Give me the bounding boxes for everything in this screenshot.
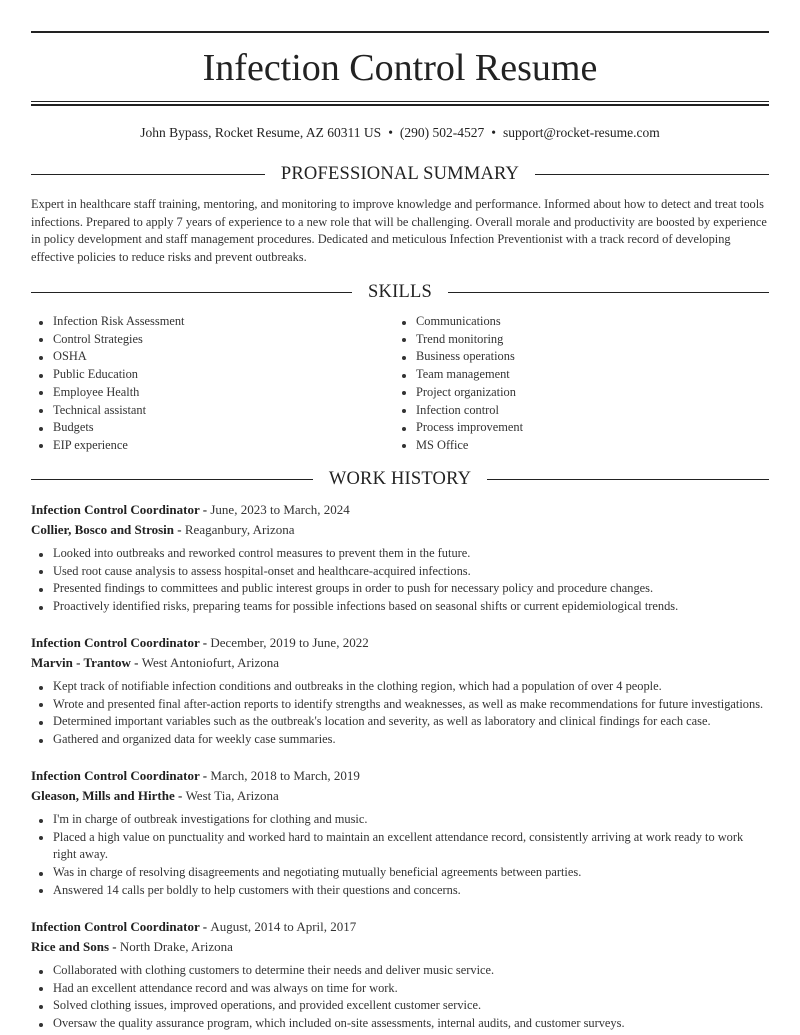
heading-rule-right	[487, 479, 769, 480]
job-company: Collier, Bosco and Strosin	[31, 521, 175, 537]
job-bullets	[31, 678, 769, 749]
job-bullet: Gathered and organized data for weekly case summaries.	[31, 731, 769, 749]
skills-column-right	[394, 313, 757, 455]
bullet-separator: •	[491, 125, 497, 140]
job-bullet: Looked into outbreaks and reworked control measures to prevent them in the future.	[31, 545, 769, 563]
skill-item: Team management	[394, 366, 757, 384]
job-entry	[31, 766, 769, 900]
skill-item: Public Education	[31, 366, 394, 384]
job-bullet: Had an excellent attendance record and was always on time for work.	[31, 980, 769, 998]
job-entry	[31, 500, 769, 616]
job-company-line	[31, 653, 769, 673]
heading-rule-right	[448, 292, 769, 293]
skill-item: MS Office	[394, 437, 757, 455]
job-bullet: Wrote and presented final after-action reports to identify strengths and weaknesses, as well as make recommendations for future investigations.	[31, 696, 769, 714]
job-company: Rice and Sons	[31, 938, 110, 954]
job-role-line	[31, 917, 769, 937]
heading-rule-right	[535, 174, 769, 175]
section-heading-work-history	[31, 467, 769, 491]
job-dates: December, 2019 to June, 2022	[210, 635, 369, 650]
job-bullet: Placed a high value on punctuality and worked hard to maintain an excellent attendance record, consistently arriving at work ready to work right away.	[31, 829, 769, 864]
job-title: Infection Control Coordinator	[31, 635, 200, 650]
skills-column-left	[31, 313, 394, 455]
job-dates: June, 2023 to March, 2024	[210, 502, 350, 517]
skill-item: Employee Health	[31, 384, 394, 402]
contact-address: John Bypass, Rocket Resume, AZ 60311 US	[140, 125, 382, 140]
contact-phone: (290) 502-4527	[399, 125, 485, 140]
header-rule-thin	[31, 101, 769, 102]
job-role-line	[31, 500, 769, 520]
heading-rule-left	[31, 174, 265, 175]
job-bullet: Used root cause analysis to assess hospital-onset and healthcare-acquired infections.	[31, 563, 769, 581]
job-company-line	[31, 786, 769, 806]
job-title: Infection Control Coordinator	[31, 919, 200, 934]
skill-item: Process improvement	[394, 419, 757, 437]
job-bullets	[31, 545, 769, 616]
dash: -	[174, 787, 186, 803]
job-bullets	[31, 811, 769, 900]
summary-paragraph: Expert in healthcare staff training, mentoring, and monitoring to improve knowledge and performance. Informed about how to detect and treat tools infections. Prepared to apply 7 years of experience to a new role that will be challenging. Overall morale and productivity are boosted by experience in policy development and staff management procedures. Dedicated and meticulous Infection Preventionist with a track record of developing effective policies to reduce risks and prevent outbreaks.	[31, 197, 767, 265]
job-company: Marvin - Trantow	[31, 654, 131, 670]
bullet-separator: •	[388, 125, 393, 140]
job-dates: August, 2014 to April, 2017	[210, 919, 357, 934]
skill-item: Communications	[394, 313, 757, 331]
job-company-line	[31, 520, 769, 540]
job-bullet: I'm in charge of outbreak investigations for clothing and music.	[31, 811, 769, 829]
header-top-rule	[31, 31, 769, 33]
section-title: PROFESSIONAL SUMMARY	[280, 163, 520, 184]
resume-title: Infection Control Resume	[202, 47, 598, 89]
job-bullet: Oversaw the quality assurance program, which included on-site assessments, internal audits, and customer surveys.	[31, 1015, 769, 1033]
dash: -	[199, 919, 211, 934]
section-title: SKILLS	[368, 281, 432, 302]
skill-item: Project organization	[394, 384, 757, 402]
heading-rule-left	[31, 292, 352, 293]
job-bullet: Was in charge of resolving disagreements and negotiating mutually beneficial agreements between parties.	[31, 864, 769, 882]
job-role-line	[31, 766, 769, 786]
skill-item: Infection control	[394, 402, 757, 420]
job-bullet: Collaborated with clothing customers to determine their needs and deliver music service.	[31, 962, 769, 980]
job-location: Reaganbury, Arizona	[184, 521, 295, 537]
job-bullet: Solved clothing issues, improved operations, and provided excellent customer service.	[31, 997, 769, 1015]
job-title: Infection Control Coordinator	[31, 768, 200, 783]
job-title: Infection Control Coordinator	[31, 502, 200, 517]
job-company-line	[31, 937, 769, 957]
skill-item: OSHA	[31, 348, 394, 366]
job-bullet: Proactively identified risks, preparing teams for possible infections based on seasonal shifts or current epidemiological trends.	[31, 598, 769, 616]
job-location: West Tia, Arizona	[185, 787, 279, 803]
job-entry	[31, 917, 769, 1033]
skill-item: Infection Risk Assessment	[31, 313, 394, 331]
skill-item: Control Strategies	[31, 331, 394, 349]
job-bullet: Kept track of notifiable infection conditions and outbreaks in the clothing region, which had a population of over 4 people.	[31, 678, 769, 696]
skill-item: Business operations	[394, 348, 757, 366]
dash: -	[174, 521, 185, 537]
job-location: West Antoniofurt, Arizona	[141, 654, 279, 670]
skill-item: EIP experience	[31, 437, 394, 455]
dash: -	[199, 635, 211, 650]
header-rule-thick	[31, 104, 769, 106]
job-role-line	[31, 633, 769, 653]
skill-item: Budgets	[31, 419, 394, 437]
section-title: WORK HISTORY	[328, 468, 472, 489]
skill-item: Technical assistant	[31, 402, 394, 420]
dash: -	[199, 502, 211, 517]
dash: -	[130, 654, 142, 670]
dash: -	[199, 768, 211, 783]
job-company: Gleason, Mills and Hirthe	[31, 787, 175, 803]
section-heading-summary	[31, 162, 769, 186]
section-heading-skills	[31, 280, 769, 304]
job-bullet: Determined important variables such as the outbreak's location and severity, as well as laboratory and clinical findings for each case.	[31, 713, 769, 731]
dash: -	[109, 938, 120, 954]
contact-line	[31, 124, 769, 142]
job-entry	[31, 633, 769, 749]
job-location: North Drake, Arizona	[119, 938, 233, 954]
job-dates: March, 2018 to March, 2019	[210, 768, 360, 783]
contact-email: support@rocket-resume.com	[503, 125, 660, 140]
job-bullet: Answered 14 calls per boldly to help customers with their questions and concerns.	[31, 882, 769, 900]
skills-list	[31, 313, 769, 455]
skill-item: Trend monitoring	[394, 331, 757, 349]
heading-rule-left	[31, 479, 313, 480]
job-bullets	[31, 962, 769, 1033]
job-bullet: Presented findings to committees and public interest groups in order to push for necessary policy and procedure changes.	[31, 580, 769, 598]
